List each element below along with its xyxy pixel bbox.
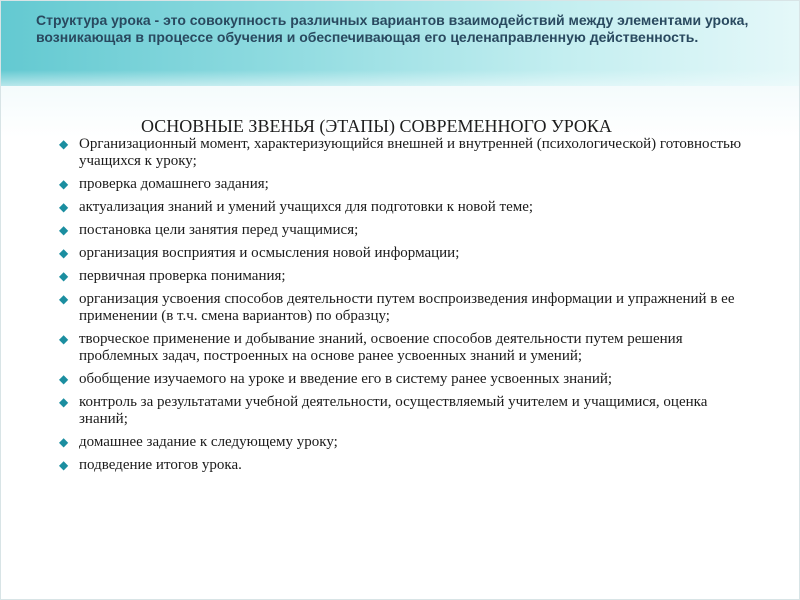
section-heading: ОСНОВНЫЕ ЗВЕНЬЯ (ЭТАПЫ) СОВРЕМЕННОГО УРОКА: [141, 116, 612, 136]
bullet-icon: ◆: [59, 372, 69, 386]
bullet-icon: ◆: [59, 458, 69, 472]
bullet-icon: ◆: [59, 269, 69, 283]
list-item: [57, 136, 747, 170]
list-item: [57, 371, 747, 388]
list-item: [57, 176, 747, 193]
list-item-text: подведение итогов урока.: [79, 457, 242, 473]
list-item: [57, 457, 747, 474]
bullet-icon: ◆: [59, 292, 69, 306]
bullet-icon: ◆: [59, 137, 69, 151]
list-item-text: постановка цели занятия перед учащимися;: [79, 222, 359, 238]
list-item-text: Организационный момент, характеризующийся внешней и внутренней (психологической) готовностью учащихся к уроку;: [79, 136, 742, 169]
bullet-icon: ◆: [59, 332, 69, 346]
bullet-icon: ◆: [59, 246, 69, 260]
bullet-icon: ◆: [59, 223, 69, 237]
bullet-icon: ◆: [59, 395, 69, 409]
list-item: [57, 268, 747, 285]
list-item-text: проверка домашнего задания;: [79, 176, 269, 192]
list-item-text: первичная проверка понимания;: [79, 268, 286, 284]
list-item: [57, 222, 747, 239]
list-item-text: актуализация знаний и умений учащихся для подготовки к новой теме;: [79, 199, 534, 215]
list-item: [57, 394, 747, 428]
list-item-text: творческое применение и добывание знаний, освоение способов деятельности путем решения проблемных задач, построенных на основе ранее усвоенных знаний и умений;: [79, 331, 683, 364]
list-item-text: организация усвоения способов деятельности путем воспроизведения информации и упражнений в ее применении (в т.ч. смена вариантов) по образцу;: [79, 291, 735, 324]
list-item-text: обобщение изучаемого на уроке и введение его в систему ранее усвоенных знаний;: [79, 371, 613, 387]
list-item-text: организация восприятия и осмысления новой информации;: [79, 245, 460, 261]
list-item: [57, 291, 747, 325]
lesson-stages-list: [57, 136, 747, 480]
list-item: [57, 199, 747, 216]
bullet-icon: ◆: [59, 200, 69, 214]
list-item: [57, 331, 747, 365]
slide-title: Структура урока - это совокупность различных вариантов взаимодействий между элементами урока, возникающая в процессе обучения и обеспечивающая его целенаправленную действенность.: [36, 12, 749, 45]
bullet-icon: ◆: [59, 177, 69, 191]
list-item-text: контроль за результатами учебной деятельности, осуществляемый учителем и учащимися, оценка знаний;: [79, 394, 708, 427]
bullet-icon: ◆: [59, 435, 69, 449]
list-item: [57, 434, 747, 451]
list-item: [57, 245, 747, 262]
list-item-text: домашнее задание к следующему уроку;: [79, 434, 338, 450]
